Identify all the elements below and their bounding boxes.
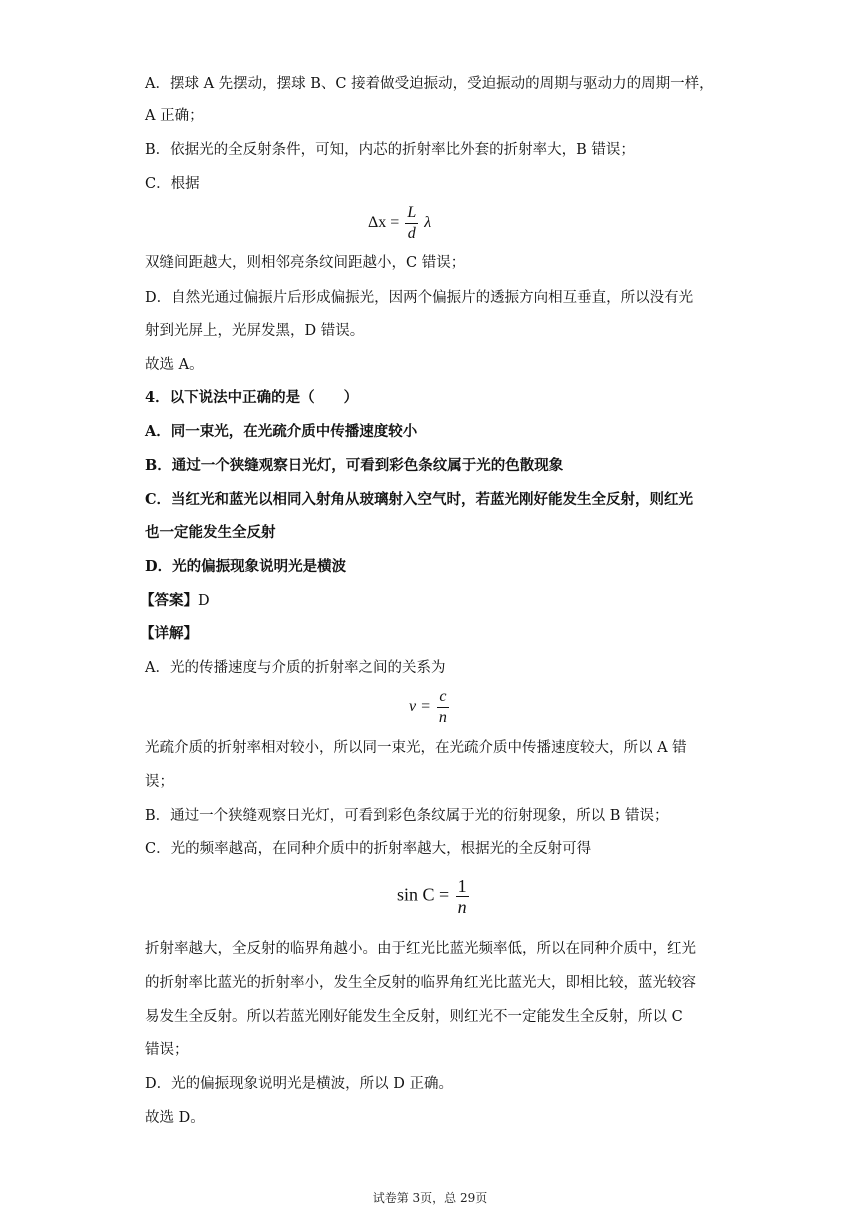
answer-line — [140, 591, 715, 611]
formula-denominator: d — [407, 225, 416, 242]
question-option: B．通过一个狭缝观察日光灯，可看到彩色条纹属于光的色散现象 — [145, 457, 564, 474]
text-line: 错误； — [145, 1042, 189, 1058]
formula-fringe-spacing — [368, 203, 431, 244]
text-line: B．通过一个狭缝观察日光灯，可看到彩色条纹属于光的衍射现象，所以 B 错误； — [145, 808, 669, 824]
question-option: 也一定能发生全反射 — [145, 524, 276, 541]
text-line: D．自然光通过偏振片后形成偏振光，因两个偏振片的透振方向相互垂直，所以没有光 — [145, 290, 694, 306]
formula-critical-angle — [397, 876, 471, 917]
question-option: C．当红光和蓝光以相同入射角从玻璃射入空气时，若蓝光刚好能发生全反射，则红光 — [145, 491, 694, 508]
text-line: A．摆球 A 先摆动，摆球 B、C 接着做受迫振动，受迫振动的周期与驱动力的周期一样， — [145, 76, 714, 92]
page-footer: 试卷第 3页，总 29页 — [372, 1191, 488, 1205]
formula-rhs: λ — [424, 214, 432, 232]
formula-lhs: v = — [409, 698, 431, 716]
question-option: A．同一束光，在光疏介质中传播速度较小 — [145, 423, 418, 440]
answer-value: D — [198, 593, 210, 609]
question-stem: 4．以下说法中正确的是（ ） — [145, 389, 359, 406]
text-line: C．光的频率越高，在同种介质中的折射率越大，根据光的全反射可得 — [145, 841, 592, 857]
text-line: 故选 A。 — [145, 357, 204, 373]
formula-light-speed — [409, 687, 451, 728]
text-line: C．根据 — [145, 176, 200, 192]
formula-lhs: Δx = — [368, 214, 400, 232]
text-line: 光疏介质的折射率相对较小，所以同一束光，在光疏介质中传播速度较大，所以 A 错 — [145, 740, 687, 756]
text-line: 易发生全反射。所以若蓝光刚好能发生全反射，则红光不一定能发生全反射，所以 C — [145, 1009, 683, 1025]
formula-fraction — [405, 203, 418, 244]
text-line: 的折射率比蓝光的折射率小，发生全反射的临界角红光比蓝光大，即相比较，蓝光较容 — [145, 975, 696, 991]
formula-numerator: 1 — [457, 876, 467, 896]
text-line: 射到光屏上，光屏发黑，D 错误。 — [145, 323, 365, 339]
text-line: 折射率越大，全反射的临界角越小。由于红光比蓝光频率低，所以在同种介质中，红光 — [145, 941, 696, 957]
formula-numerator: L — [405, 203, 418, 224]
formula-fraction — [456, 876, 469, 917]
detail-label: 【详解】 — [140, 625, 198, 642]
formula-denominator: n — [438, 709, 447, 726]
question-option: D．光的偏振现象说明光是横波 — [145, 558, 347, 575]
text-line: 双缝间距越大，则相邻亮条纹间距越小，C 错误； — [145, 255, 466, 271]
formula-numerator: c — [437, 687, 449, 708]
formula-denominator: n — [457, 897, 467, 917]
text-line: D．光的偏振现象说明光是横波，所以 D 正确。 — [145, 1076, 453, 1092]
formula-lhs: sin C = — [397, 884, 450, 905]
answer-label: 【答案】 — [140, 592, 198, 609]
text-line: 故选 D。 — [145, 1110, 205, 1126]
formula-fraction — [437, 687, 449, 728]
text-line: A 正确； — [145, 108, 204, 124]
text-line: 误； — [145, 774, 174, 790]
text-line: A．光的传播速度与介质的折射率之间的关系为 — [145, 660, 446, 676]
text-line: B．依据光的全反射条件，可知，内芯的折射率比外套的折射率大，B 错误； — [145, 142, 635, 158]
